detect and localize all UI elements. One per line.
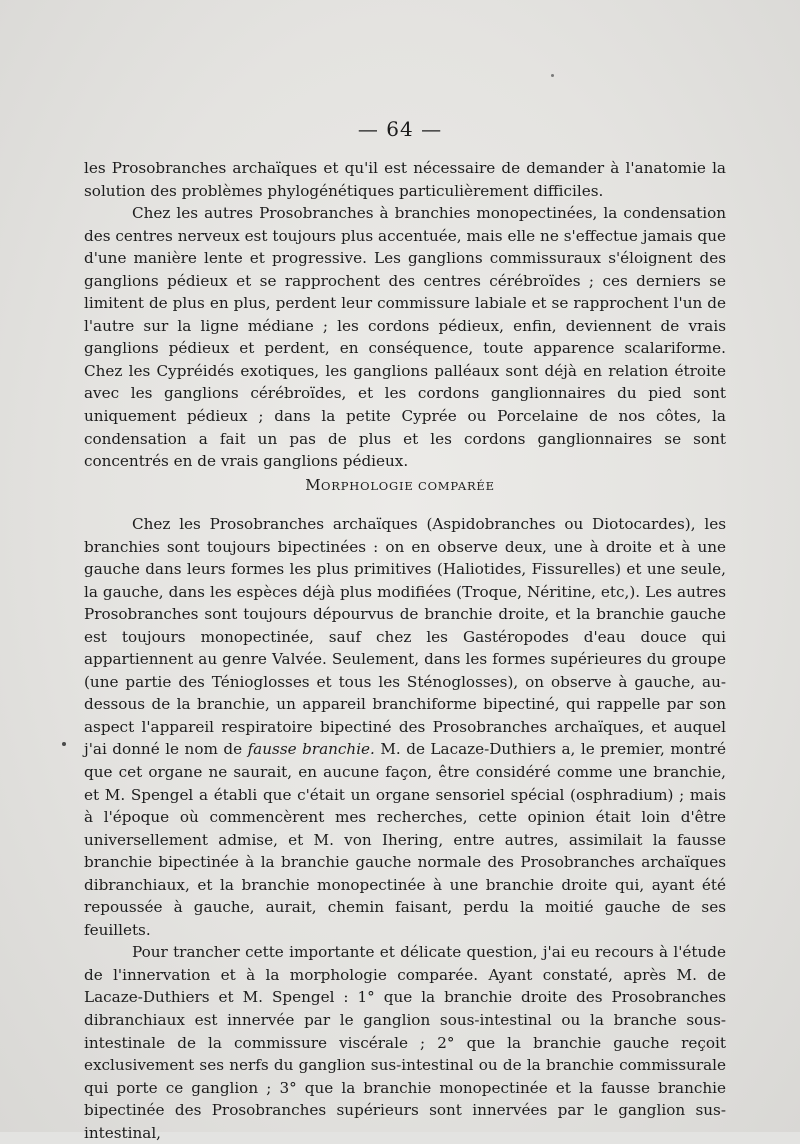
paragraph-continuation: les Prosobranches archaïques et qu'il est nécessaire de demander à l'anatomie la solution des problèmes phylogénétiques particulièrement difficiles. — [84, 159, 726, 200]
section-heading — [0, 476, 800, 494]
paragraph-branchies-text-2: M. de Lacaze-Duthiers a, le premier, montré que cet organe ne saurait, en aucune façon, être considéré comme une branchie, et M. Spengel a établi que c'était un organe sensoriel spécial (osphradium) ; mais à l'époque où commencèrent mes recherches, cette opinion était loin d'être universellement admise, et M. von Ihering, entre autres, assimilait la fausse branchie bipectinée à la branchie gauche normale des Prosobranches archaïques dibranchiaux, et la branchie monopectinée à une branchie droite qui, ayant été repoussée à gauche, aurait, chemin faisant, perdu la moitié gauche de ses feuillets. — [84, 740, 727, 939]
paragraph-branchies-text-1: Chez les Prosobranches archaïques (Aspidobranches ou Diotocardes), les branchies sont toujours bipectinées : on en observe deux, une à droite et à une gauche dans leurs formes les plus primitives (Haliotides, Fissurelles) et une seule, la gauche, dans les espèces déjà plus modifiées (Troque, Néritine, etc,). Les autres Prosobranches sont toujours dépourvus de branchie droite, et la branchie gauche est toujours monopectinée, sauf chez les Gastéropodes d'eau douce qui appartiennent au genre Valvée. Seulement, dans les formes supérieures du groupe (une partie des Ténioglosses et tous les Sténoglosses), on observe à gauche, au-dessous de la branchie, un appareil branchiforme bipectiné, qui rappelle par son aspect l'appareil respiratoire bipectiné des Prosobranches archaïques, et auquel j'ai donné le nom de — [84, 515, 726, 759]
text-block-top — [84, 157, 726, 473]
paragraph-innervation-text: Pour trancher cette importante et délicate question, j'ai eu recours à l'étude de l'innervation et à la morphologie comparée. Ayant constaté, après M. de Lacaze-Duthiers et M. Spengel : 1° que la branchie droite des Prosobranches dibranchiaux est innervée par le ganglion sous-intestinal ou la branche sous-intestinale de la commissure viscérale ; 2° que la branchie gauche reçoit exclusivement ses nerfs du ganglion sus-intestinal ou de la branchie commissurale qui porte ce ganglion ; 3° que la branchie monopectinée et la fausse branchie bipectinée des Prosobranches supérieurs sont innervées par le ganglion sus-intestinal, — [84, 943, 726, 1142]
paragraph-branchies-italic-term: fausse branchie. — [247, 740, 375, 759]
paragraph-condensation: Chez les autres Prosobranches à branchies monopectinées, la condensation des centres nerveux est toujours plus accentuée, mais elle ne s'effectue jamais que d'une manière lente et progressive. Les ganglions commissuraux s'éloignent des ganglions pédieux et se rapprochent des centres cérébroïdes ; ces derniers se limitent de plus en plus, perdent leur commissure labiale et se rapprochent l'un de l'autre sur la ligne médiane ; les cordons pédieux, enfin, deviennent de vrais ganglions pédieux et perdent, en conséquence, toute apparence scalariforme. Chez les Cypréidés exotiques, les ganglions palléaux sont déjà en relation étroite avec les ganglions cérébroïdes, et les cordons ganglionnaires du pied sont uniquement pédieux ; dans la petite Cyprée ou Porcelaine de nos côtes, la condensation a fait un pas de plus et les cordons ganglionnaires se sont concentrés en de vrais ganglions pédieux. — [84, 204, 726, 471]
ink-spot — [62, 742, 66, 746]
paragraph-innervation — [84, 941, 726, 1144]
section-heading-initial: M — [305, 476, 322, 494]
section-heading-rest: ORPHOLOGIE COMPARÉE — [321, 479, 495, 493]
paragraph-branchies — [84, 513, 726, 941]
page-number: — 64 — — [357, 117, 443, 141]
text-block-bottom — [84, 513, 726, 1144]
ink-spot — [551, 74, 554, 77]
